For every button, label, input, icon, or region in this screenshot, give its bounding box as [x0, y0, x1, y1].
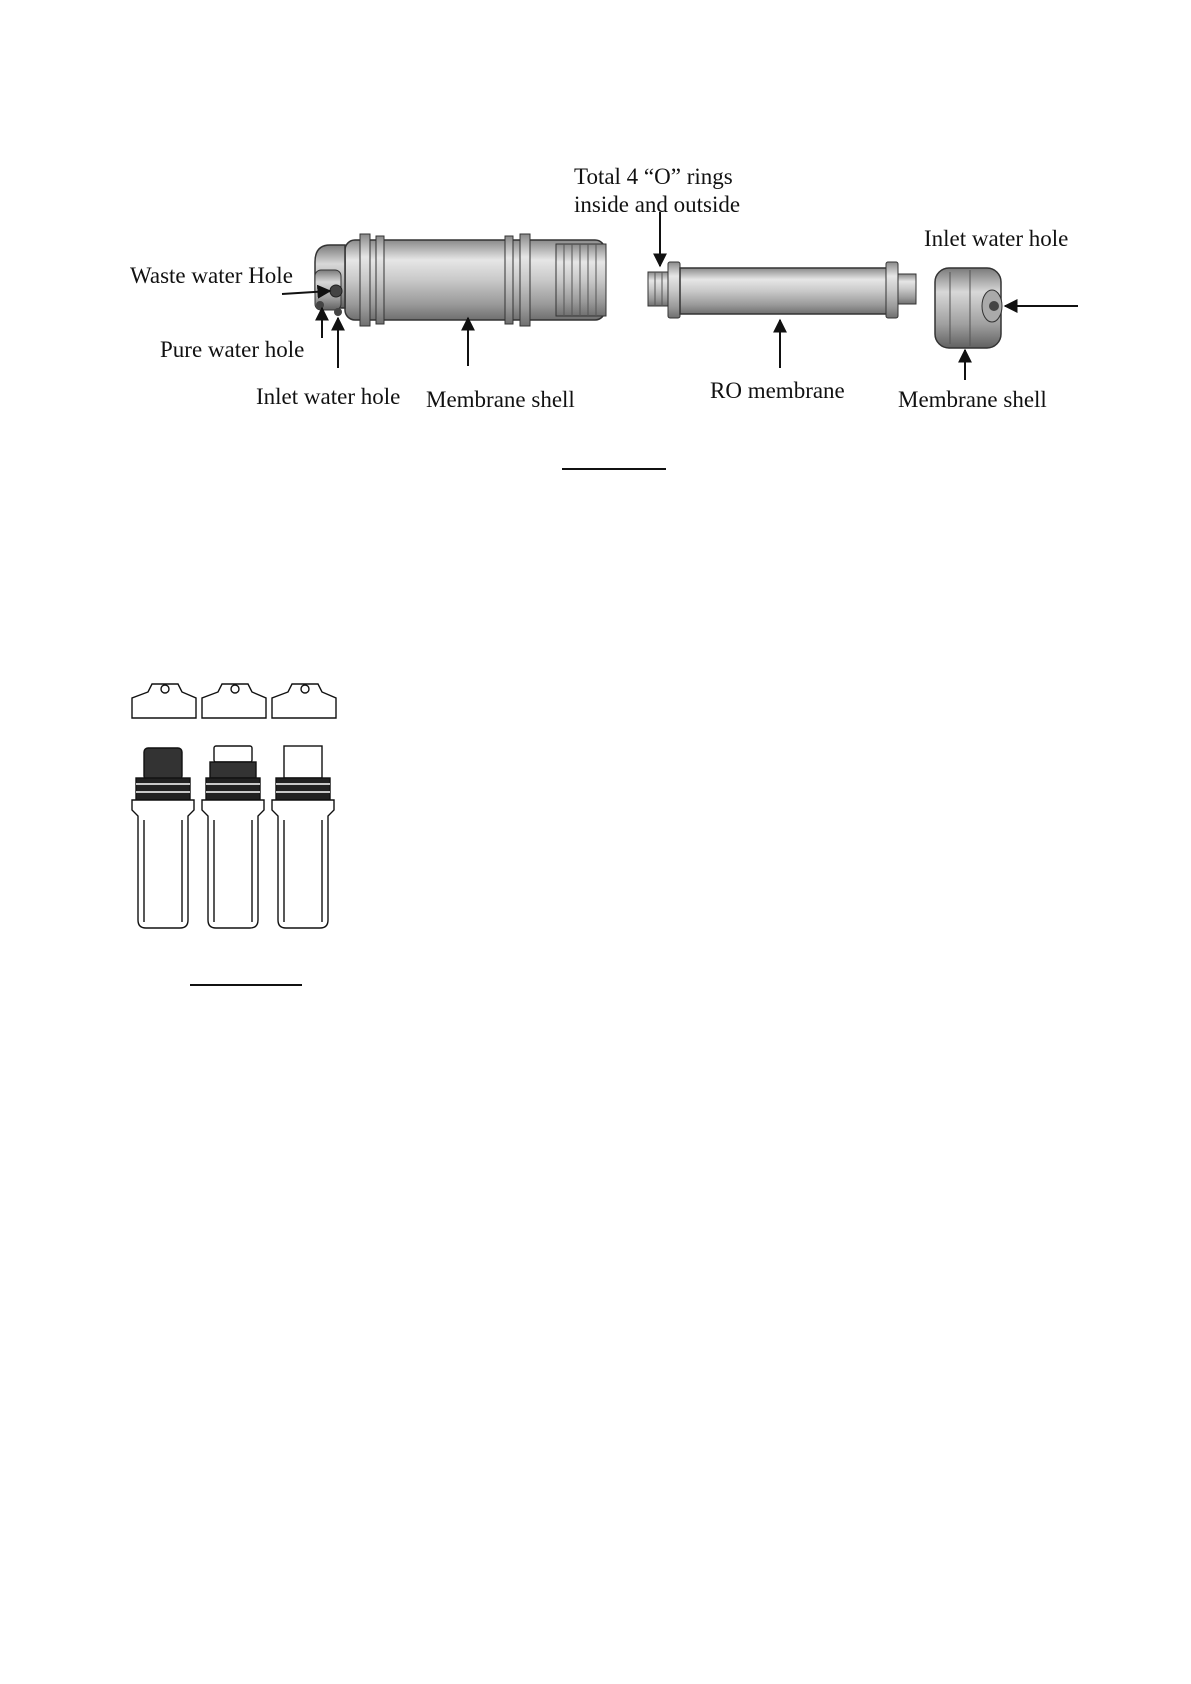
filter-housing-3: [272, 746, 334, 928]
filter-housing-1: [132, 748, 194, 928]
filter-housings-diagram: [130, 670, 360, 940]
label-o-rings-line2: inside and outside: [574, 192, 741, 217]
label-inlet-water-hole-right: Inlet water hole: [924, 226, 1069, 251]
label-membrane-shell-right: Membrane shell: [898, 387, 1047, 412]
filter-cap-3: [272, 684, 336, 718]
membrane-shell-left: [315, 234, 606, 326]
figure2-caption-underline: [190, 984, 302, 986]
figure1-caption-underline: [562, 468, 666, 470]
label-o-rings-line1: Total 4 “O” rings: [574, 164, 733, 189]
label-ro-membrane: RO membrane: [710, 378, 845, 403]
label-pure-water-hole: Pure water hole: [160, 337, 305, 362]
membrane-shell-cap: [935, 268, 1002, 348]
label-inlet-water-hole-left: Inlet water hole: [256, 384, 401, 409]
filter-cap-1: [132, 684, 196, 718]
filter-cap-2: [202, 684, 266, 718]
label-membrane-shell-left: Membrane shell: [426, 387, 575, 412]
label-waste-water-hole: Waste water Hole: [130, 263, 293, 288]
filter-housing-2: [202, 746, 264, 928]
ro-membrane-cartridge: [648, 262, 916, 318]
